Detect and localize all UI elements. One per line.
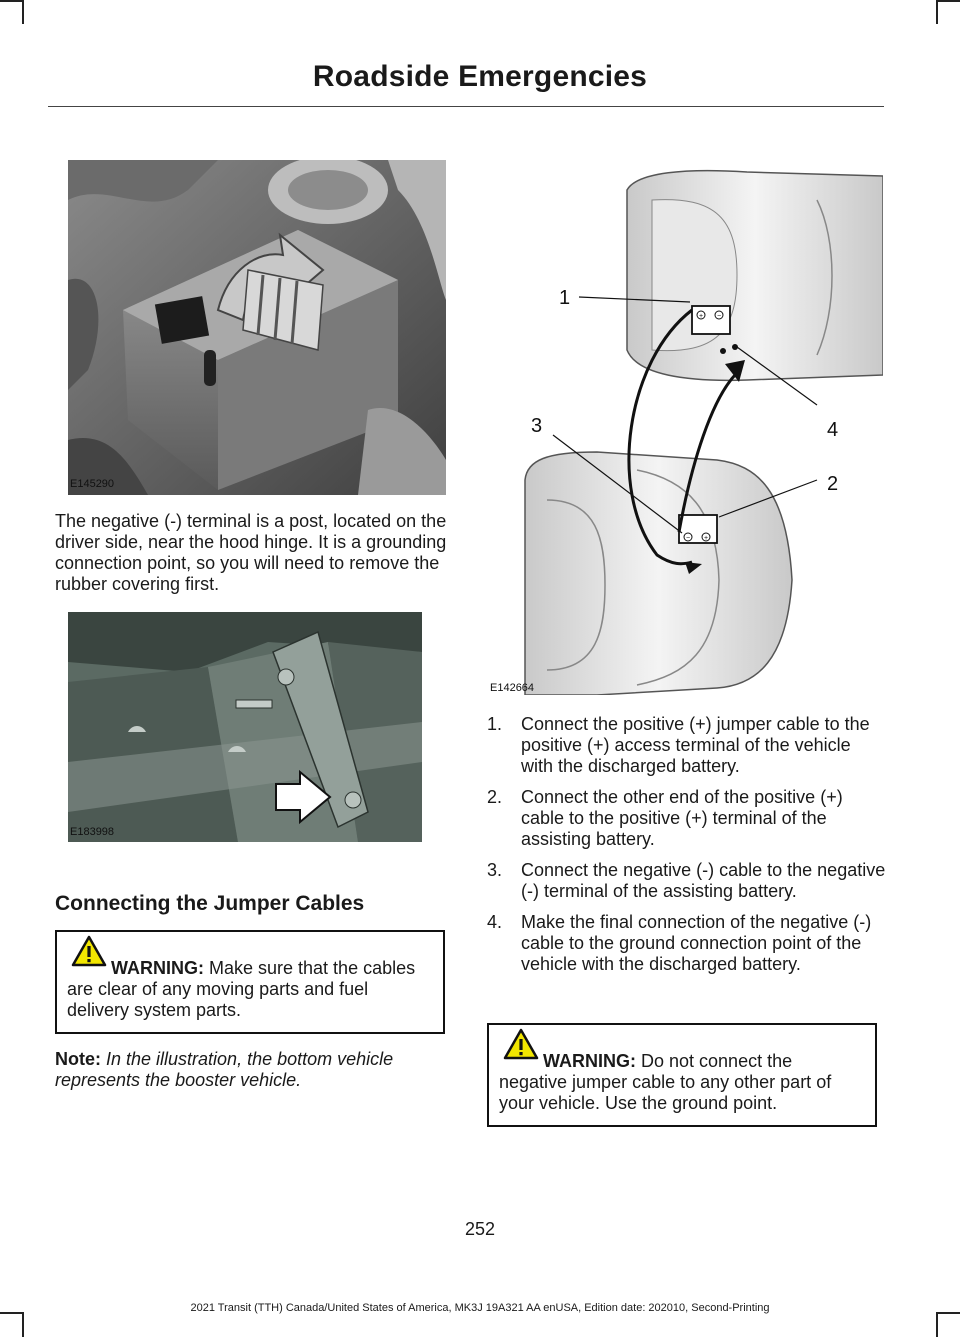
step-text: Connect the negative (-) cable to the negative (-) terminal of the assisting battery. [521,860,886,901]
list-item [487,787,887,850]
warning-label: WARNING: [543,1051,636,1071]
engine-bay-figure [68,160,446,495]
jump-start-diagram [487,160,883,695]
hood-hinge-figure [68,612,422,842]
warning-text: Make sure that the cables are clear of any moving parts and fuel delivery system parts. [67,958,416,1020]
figure-code: E145290 [70,478,115,490]
crop-mark [936,0,938,24]
header-divider [48,106,884,107]
note-text: In the illustration, the bottom vehicle represents the booster vehicle. [55,1049,394,1090]
list-item [487,714,887,777]
note-label: Note: [55,1049,101,1069]
page-title: Roadside Emergencies [312,60,648,93]
warning-triangle-icon [71,935,107,967]
step-number: 3. [487,860,503,880]
warning-box [487,1023,877,1127]
page-footer: 2021 Transit (TTH) Canada/United States of America, MK3J 19A321 AA enUSA, Edition date: 202010, Second-Printing [190,1302,770,1314]
crop-mark [0,0,24,2]
callout-3: 3 [531,415,543,437]
page-number: 252 [464,1219,496,1239]
crop-mark [22,1312,24,1337]
figure-code: E142664 [490,682,535,694]
engine-bay-illustration [68,160,446,495]
list-item [487,912,887,975]
list-item [487,860,887,902]
svg-text:+: + [703,535,709,542]
step-number: 1. [487,714,503,734]
crop-mark [936,1312,938,1337]
step-number: 2. [487,787,503,807]
section-heading: Connecting the Jumper Cables [55,892,365,915]
crop-mark [22,0,24,24]
jump-start-illustration [487,160,883,695]
intro-paragraph: The negative (-) terminal is a post, located on the driver side, near the hood hinge. It is a grounding connection point, so you will need to remove the rubber covering first. [55,511,447,594]
warning-text: Do not connect the negative jumper cable to any other part of your vehicle. Use the ground point. [499,1051,832,1113]
warning-label: WARNING: [111,958,204,978]
crop-mark [936,0,960,2]
callout-4: 4 [827,419,839,441]
warning-triangle-icon [503,1028,539,1060]
svg-text:−: − [716,313,722,320]
svg-text:+: + [698,313,704,320]
svg-text:−: − [685,535,691,542]
step-text: Connect the positive (+) jumper cable to the positive (+) access terminal of the vehicle with the discharged battery. [521,714,870,776]
steps-list [487,714,887,985]
callout-2: 2 [827,473,839,495]
step-text: Connect the other end of the positive (+) cable to the positive (+) terminal of the assisting battery. [521,787,843,849]
hood-hinge-illustration [68,612,422,842]
step-number: 4. [487,912,503,932]
warning-box [55,930,445,1034]
note-paragraph [55,1049,447,1091]
figure-code: E183998 [70,826,115,838]
callout-1: 1 [559,287,571,309]
step-text: Make the final connection of the negative (-) cable to the ground connection point of the vehicle with the discharged battery. [521,912,872,974]
